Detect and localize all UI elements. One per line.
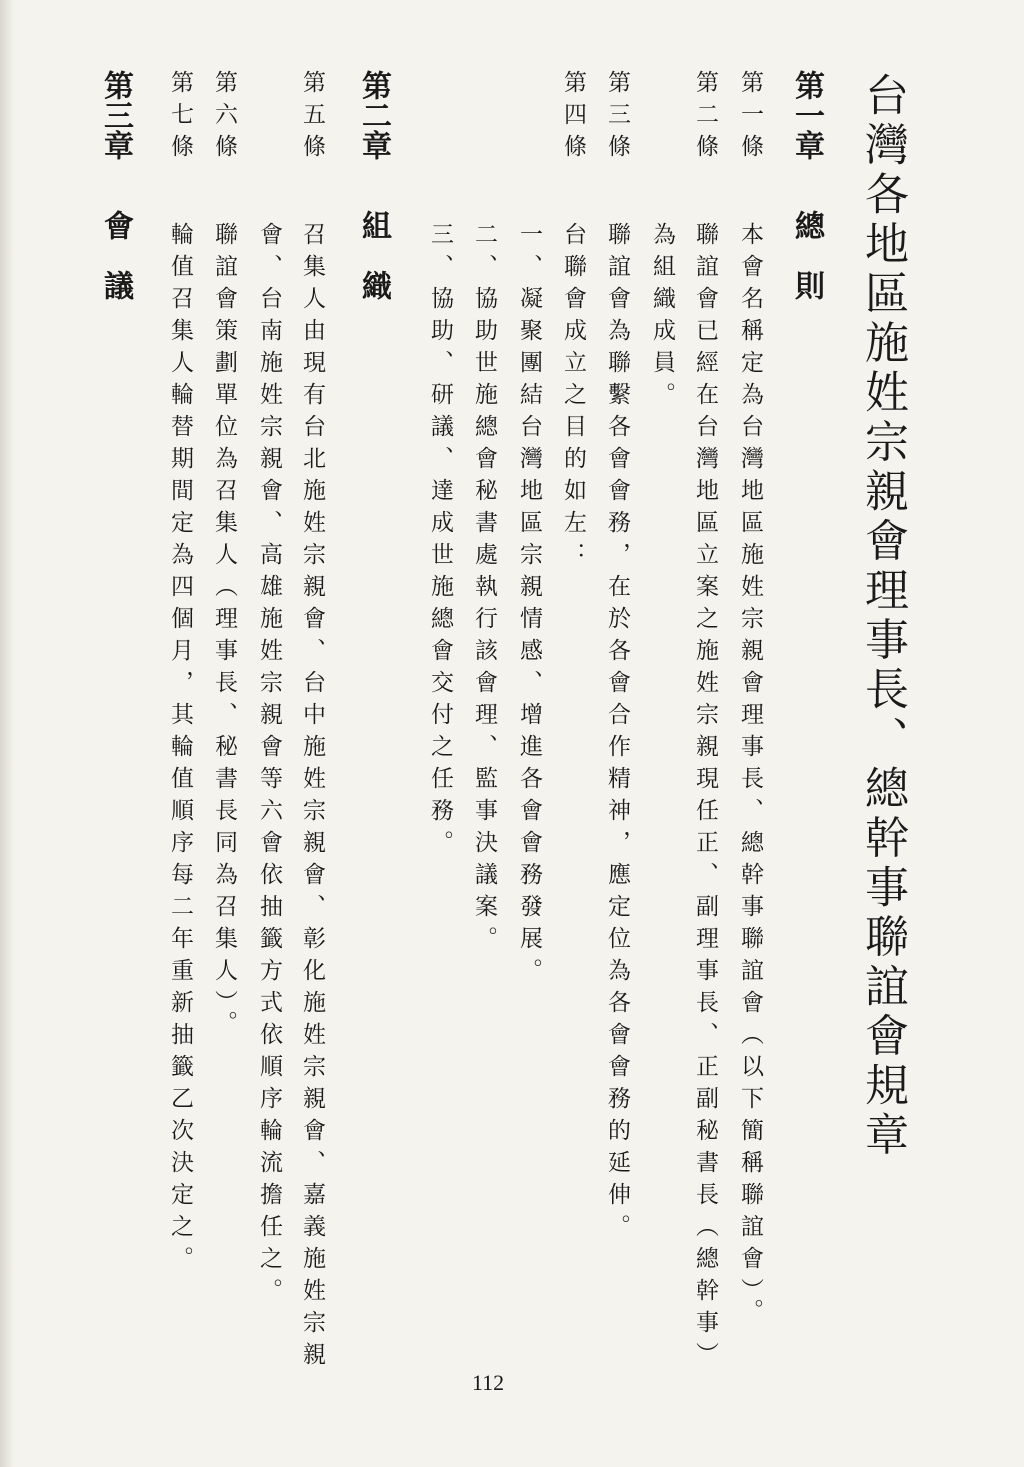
article-3-label: 第三條: [604, 70, 630, 166]
article-5-line-1: 召集人由現有台北施姓宗親會、台中施姓宗親會、彰化施姓宗親會、嘉義施姓宗親: [299, 222, 325, 1374]
article-5-label: 第五條: [299, 70, 325, 166]
scan-edge: [0, 0, 14, 1467]
article-4-line-1: 台聯會成立之目的如左：: [560, 222, 586, 574]
article-6-label: 第六條: [211, 70, 237, 166]
article-4-label: 第四條: [560, 70, 586, 166]
article-6-line-1: 聯誼會策劃單位為召集人（理事長、秘書長同為召集人）。: [211, 222, 237, 1043]
chapter-2-label: 第二章: [356, 70, 391, 160]
chapter-3-label: 第三章: [98, 70, 133, 160]
article-5-line-2: 會、台南施姓宗親會、高雄施姓宗親會等六會依抽籤方式依順序輪流擔任之。: [256, 222, 282, 1310]
article-4-item-2: 二、協助世施總會秘書處執行該會理、監事決議案。: [471, 222, 497, 958]
chapter-2-name: 組 織: [356, 210, 391, 300]
article-1-line-1: 本會名稱定為台灣地區施姓宗親會理事長、總幹事聯誼會（以下簡稱聯誼會）。: [737, 222, 763, 1331]
chapter-1-label: 第一章: [789, 70, 824, 160]
article-1-label: 第一條: [737, 70, 763, 166]
article-4-item-3: 三、協助、研議、達成世施總會交付之任務。: [427, 222, 453, 862]
page-number: 112: [472, 1370, 505, 1395]
chapter-3-name: 會 議: [98, 210, 133, 300]
article-7-label: 第七條: [167, 70, 193, 166]
article-2-line-2: 為組織成員。: [649, 222, 675, 414]
article-2-line-1: 聯誼會已經在台灣地區立案之施姓宗親現任正、副理事長、正副秘書長（總幹事）: [692, 222, 718, 1374]
article-4-item-1: 一、凝聚團結台灣地區宗親情感、增進各會會務發展。: [516, 222, 542, 990]
article-3-line-1: 聯誼會為聯繫各會會務，在於各會合作精神，應定位為各會會務的延伸。: [604, 222, 630, 1246]
chapter-1-name: 總 則: [789, 210, 824, 300]
document-title: 台灣各地區施姓宗親會理事長、總幹事聯誼會規章: [857, 72, 908, 1161]
article-2-label: 第二條: [692, 70, 718, 166]
article-7-line-1: 輪值召集人輪替期間定為四個月，其輪值順序每二年重新抽籤乙次決定之。: [167, 222, 193, 1278]
